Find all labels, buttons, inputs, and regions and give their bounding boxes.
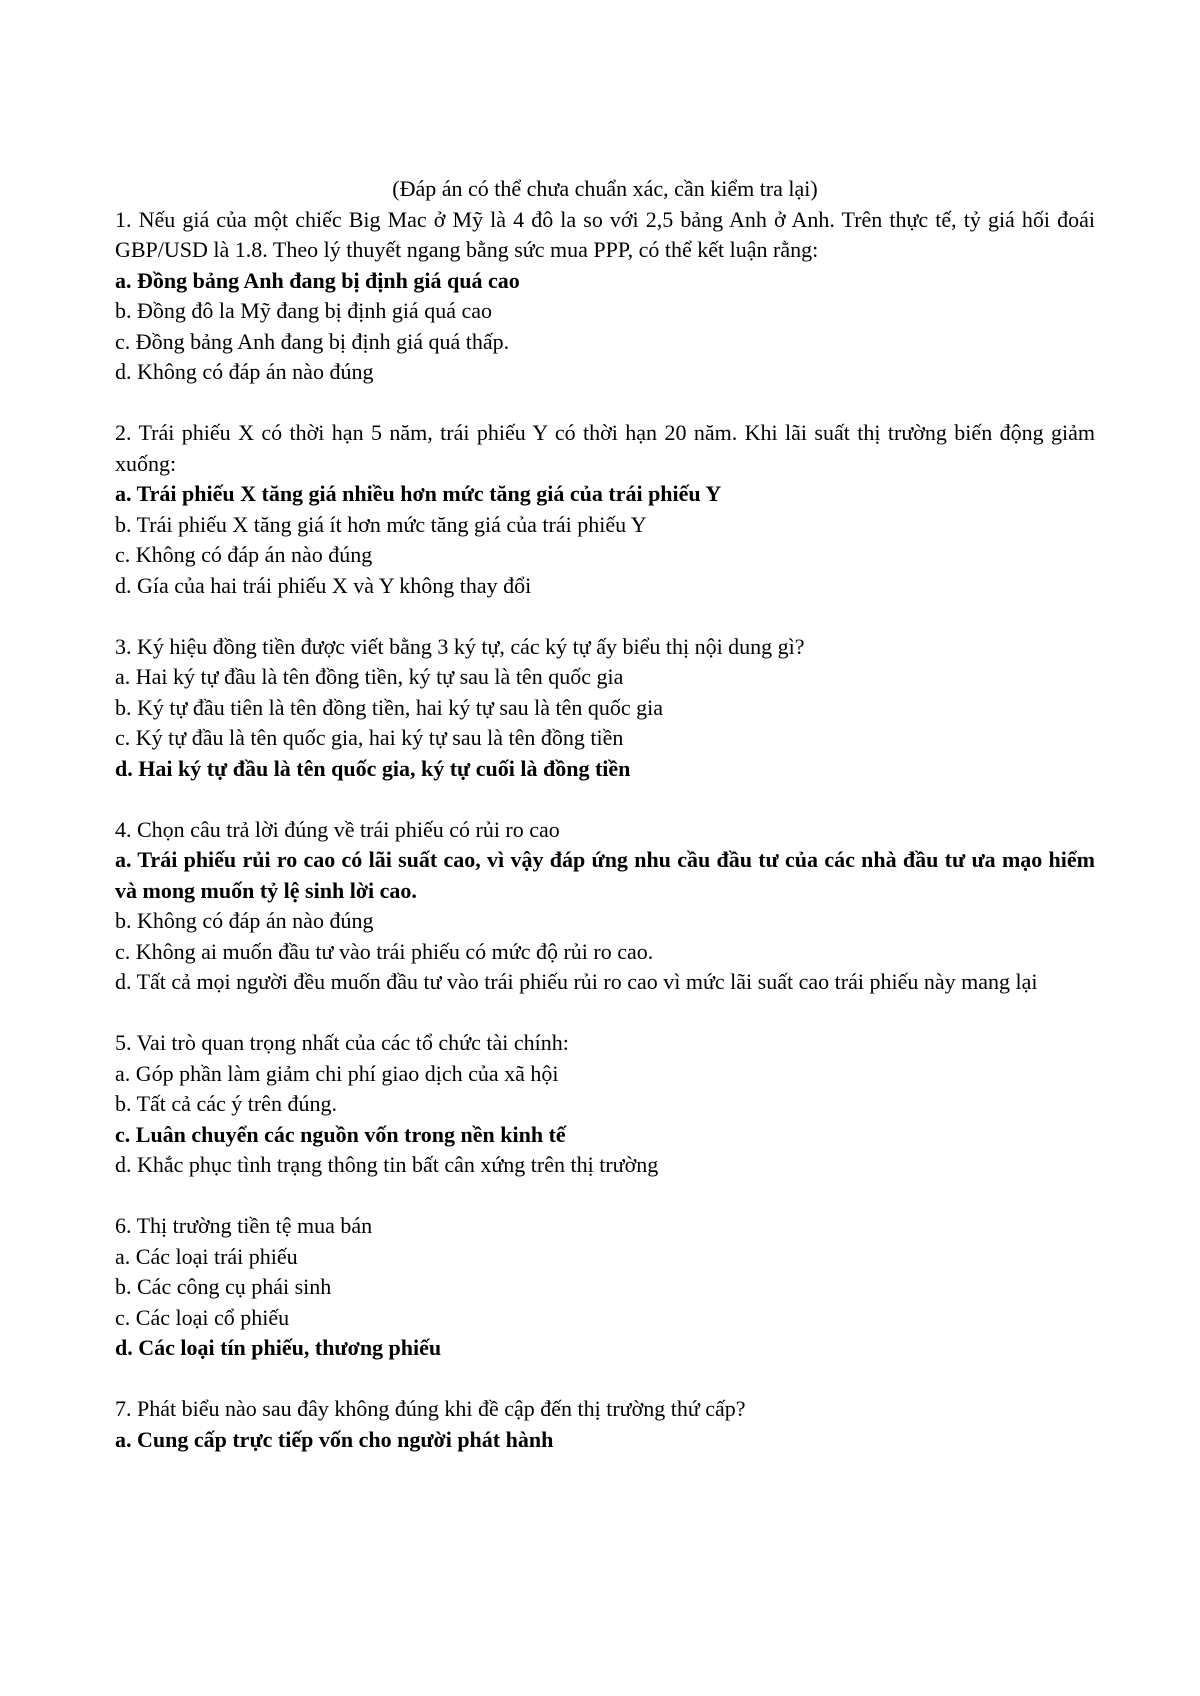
question-stem: 1. Nếu giá của một chiếc Big Mac ở Mỹ là 4 đô la so với 2,5 bảng Anh ở Anh. Trên thực tế, tỷ giá hối đoái GBP/USD là 1.8. Theo lý thuyết ngang bằng sức mua PPP, có thể kết luận rằng: (115, 206, 1095, 262)
document-subtitle: (Đáp án có thể chưa chuẩn xác, cần kiểm tra lại) (392, 176, 818, 201)
answer-option: b. Ký tự đầu tiên là tên đồng tiền, hai ký tự sau là tên quốc gia (115, 694, 664, 720)
answer-option-correct: a. Trái phiếu rủi ro cao có lãi suất cao, vì vậy đáp ứng nhu cầu đầu tư của các nhà đầu tư ưa mạo hiểm và mong muốn tỷ lệ sinh lời cao. (115, 847, 1095, 903)
answer-option: c. Đồng bảng Anh đang bị định giá quá thấp. (115, 328, 510, 354)
answer-option: c. Không ai muốn đầu tư vào trái phiếu có mức độ rủi ro cao. (115, 938, 654, 964)
answer-option: d. Tất cả mọi người đều muốn đầu tư vào trái phiếu rủi ro cao vì mức lãi suất cao trái phiếu này mang lại (115, 969, 1038, 994)
question-5 (115, 1028, 1095, 1181)
answer-option-correct: a. Đồng bảng Anh đang bị định giá quá cao (115, 267, 520, 293)
question-7 (115, 1394, 1095, 1455)
question-stem: 6. Thị trường tiền tệ mua bán (115, 1213, 373, 1238)
answer-option-correct: a. Cung cấp trực tiếp vốn cho người phát hành (115, 1426, 554, 1452)
answer-option-correct: c. Luân chuyển các nguồn vốn trong nền kinh tế (115, 1121, 566, 1147)
answer-option: b. Các công cụ phái sinh (115, 1274, 332, 1299)
question-stem: 5. Vai trò quan trọng nhất của các tổ chức tài chính: (115, 1030, 569, 1055)
answer-option: a. Các loại trái phiếu (115, 1243, 298, 1269)
question-6 (115, 1211, 1095, 1364)
answer-option: c. Ký tự đầu là tên quốc gia, hai ký tự sau là tên đồng tiền (115, 725, 624, 750)
answer-option: c. Không có đáp án nào đúng (115, 542, 373, 567)
answer-option: b. Không có đáp án nào đúng (115, 908, 374, 933)
answer-option-correct: d. Hai ký tự đầu là tên quốc gia, ký tự cuối là đồng tiền (115, 755, 631, 781)
answer-option: d. Khắc phục tình trạng thông tin bất cân xứng trên thị trường (115, 1152, 659, 1177)
question-1 (115, 205, 1095, 388)
answer-option: a. Hai ký tự đầu là tên đồng tiền, ký tự sau là tên quốc gia (115, 664, 624, 689)
question-stem: 4. Chọn câu trả lời đúng về trái phiếu có rủi ro cao (115, 816, 560, 842)
answer-option: b. Đồng đô la Mỹ đang bị định giá quá cao (115, 298, 492, 323)
answer-option: d. Gía của hai trái phiếu X và Y không thay đổi (115, 572, 532, 598)
question-stem: 7. Phát biểu nào sau đây không đúng khi đề cập đến thị trường thứ cấp? (115, 1396, 746, 1421)
answer-option: b. Tất cả các ý trên đúng. (115, 1091, 337, 1116)
question-stem: 3. Ký hiệu đồng tiền được viết bằng 3 ký tự, các ký tự ấy biểu thị nội dung gì? (115, 633, 805, 659)
question-3 (115, 632, 1095, 785)
question-stem: 2. Trái phiếu X có thời hạn 5 năm, trái phiếu Y có thời hạn 20 năm. Khi lãi suất thị trường biến động giảm xuống: (115, 420, 1095, 476)
answer-option: d. Không có đáp án nào đúng (115, 359, 374, 384)
answer-option-correct: a. Trái phiếu X tăng giá nhiều hơn mức tăng giá của trái phiếu Y (115, 481, 722, 506)
question-4 (115, 815, 1095, 998)
answer-option: a. Góp phần làm giảm chi phí giao dịch của xã hội (115, 1060, 559, 1086)
answer-option-correct: d. Các loại tín phiếu, thương phiếu (115, 1335, 442, 1360)
question-2 (115, 418, 1095, 601)
answer-option: c. Các loại cổ phiếu (115, 1304, 290, 1330)
document-page (115, 174, 1095, 1455)
answer-option: b. Trái phiếu X tăng giá ít hơn mức tăng giá của trái phiếu Y (115, 511, 647, 537)
